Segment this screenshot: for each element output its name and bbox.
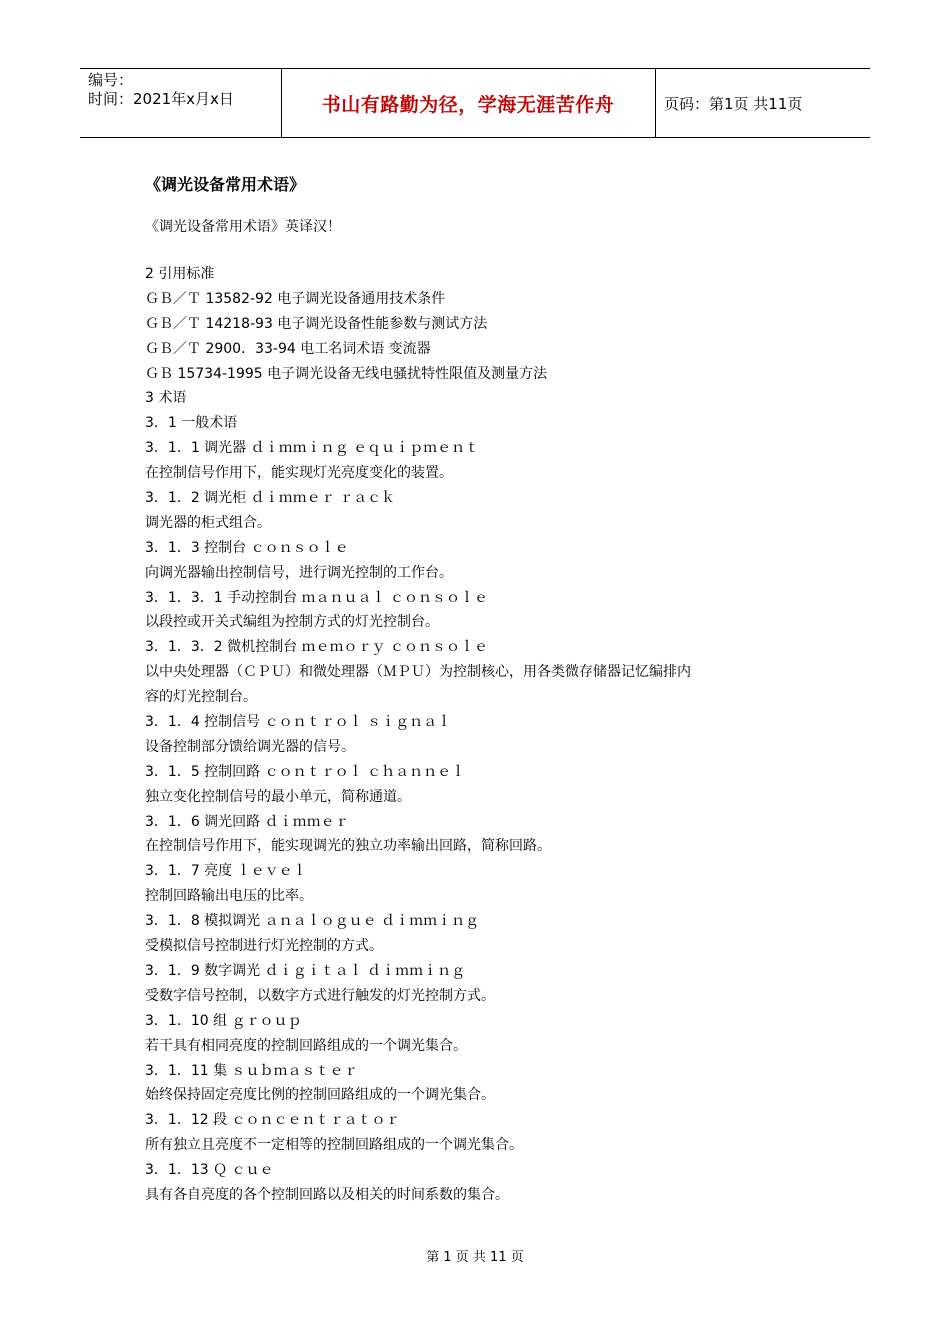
body-line: 独立变化控制信号的最小单元，简称通道。 <box>145 788 411 805</box>
body-line: 3．1．6 调光回路 ｄｉｍｍｅｒ <box>145 813 349 830</box>
body-line: 3．1．3．2 微机控制台 ｍｅｍｏｒｙ ｃｏｎｓｏｌｅ <box>145 639 488 656</box>
body-line: 3．1．4 控制信号 ｃｏｎｔｒｏｌ ｓｉｇｎａｌ <box>145 714 452 731</box>
header-motto: 书山有路勤为径，学海无涯苦作舟 <box>321 93 615 116</box>
body-line: 设备控制部分馈给调光器的信号。 <box>145 738 355 755</box>
body-line: 3 术语 <box>145 390 187 407</box>
header-page-info: 页码：第1页 共11页 <box>664 95 803 113</box>
body-line: 受数字信号控制，以数字方式进行触发的灯光控制方式。 <box>145 987 495 1004</box>
body-line: ＧＢ 15734-1995 电子调光设备无线电骚扰特性限值及测量方法 <box>145 365 548 382</box>
body-line: 在控制信号作用下，能实现调光的独立功率输出回路，简称回路。 <box>145 838 551 855</box>
body-line: 3．1．9 数字调光 ｄｉｇｉｔａｌ ｄｉｍｍｉｎｇ <box>145 962 466 979</box>
doc-date: 时间：2021年x月x日 <box>88 90 234 108</box>
body-line: 在控制信号作用下，能实现灯光亮度变化的装置。 <box>145 465 453 482</box>
document-subtitle: 《调光设备常用术语》英译汉！ <box>145 219 341 235</box>
body-line: 3．1．7 亮度 ｌｅｖｅｌ <box>145 863 307 880</box>
body-line: 3．1．3．1 手动控制台 ｍａｎｕａｌ ｃｏｎｓｏｌｅ <box>145 589 488 606</box>
body-line: 3．1．2 调光柜 ｄｉｍｍｅｒ ｒａｃｋ <box>145 490 396 507</box>
body-line: 3．1．1 调光器 ｄｉｍｍｉｎｇ ｅｑｕｉｐｍｅｎｔ <box>145 440 480 457</box>
body-line: 3．1．12 段 ｃｏｎｃｅｎｔｒａｔｏｒ <box>145 1112 400 1129</box>
document-body <box>145 262 845 1208</box>
body-line: 以段控或开关式编组为控制方式的灯光控制台。 <box>145 614 439 631</box>
body-line: 所有独立且亮度不一定相等的控制回路组成的一个调光集合。 <box>145 1137 523 1154</box>
body-line: 向调光器输出控制信号，进行调光控制的工作台。 <box>145 564 453 581</box>
body-line: 具有各自亮度的各个控制回路以及相关的时间系数的集合。 <box>145 1186 509 1203</box>
header-divider <box>655 69 656 137</box>
body-line: 3．1．11 集 ｓｕｂｍａｓｔｅｒ <box>145 1062 358 1079</box>
body-line: 始终保持固定亮度比例的控制回路组成的一个调光集合。 <box>145 1087 495 1104</box>
body-line: 容的灯光控制台。 <box>145 689 257 706</box>
doc-number-label: 编号： <box>88 71 134 89</box>
body-line: 3．1．3 控制台 ｃｏｎｓｏｌｅ <box>145 539 349 556</box>
body-line: 3．1．8 模拟调光 ａｎａｌｏｇｕｅ ｄｉｍｍｉｎｇ <box>145 913 480 930</box>
body-line: 3．1．5 控制回路 ｃｏｎｔｒｏｌ ｃｈａｎｎｅｌ <box>145 763 466 780</box>
page-header <box>80 68 870 138</box>
body-line: 调光器的柜式组合。 <box>145 514 271 531</box>
body-line: 2 引用标准 <box>145 266 215 282</box>
body-line: ＧＢ／Ｔ 2900．33-94 电工名词术语 变流器 <box>145 340 431 357</box>
body-line: 以中央处理器（ＣＰＵ）和微处理器（ＭＰＵ）为控制核心，用各类微存储器记忆编排内 <box>145 664 691 681</box>
body-line: 控制回路输出电压的比率。 <box>145 888 313 905</box>
body-line: 若干具有相同亮度的控制回路组成的一个调光集合。 <box>145 1037 467 1054</box>
document-title: 《调光设备常用术语》 <box>145 175 306 194</box>
body-line: 受模拟信号控制进行灯光控制的方式。 <box>145 938 383 955</box>
body-line: 3．1 一般术语 <box>145 415 238 432</box>
header-left <box>88 71 234 109</box>
body-line: 3．1．10 组 ｇｒｏｕｐ <box>145 1012 302 1029</box>
body-line: ＧＢ／Ｔ 14218-93 电子调光设备性能参数与测试方法 <box>145 315 488 332</box>
body-line: ＧＢ／Ｔ 13582-92 电子调光设备通用技术条件 <box>145 290 446 307</box>
page-footer: 第 1 页 共 11 页 <box>426 1250 524 1265</box>
body-line: 3．1．13 Ｑ ｃｕｅ <box>145 1162 274 1179</box>
